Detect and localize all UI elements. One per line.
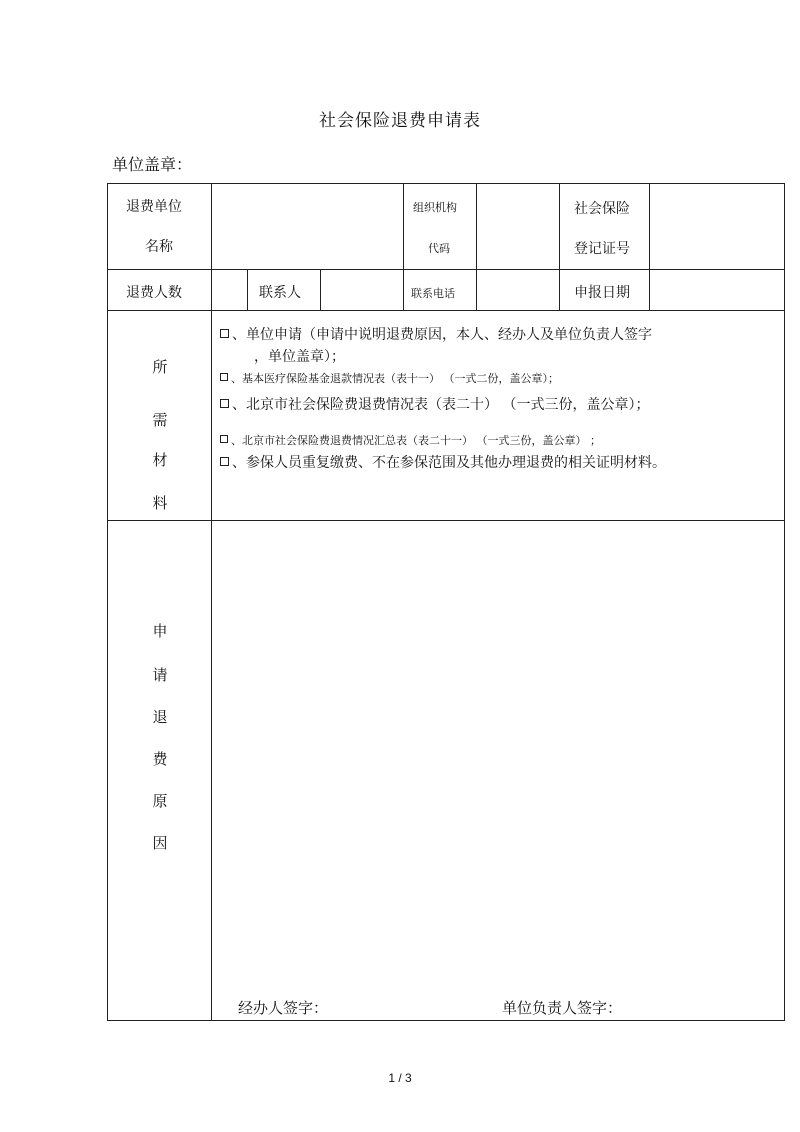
col-divider: [320, 269, 321, 310]
material-item: 、北京市社会保险费退费情况汇总表（表二十一） （一式三份，盖公章） ；: [220, 432, 601, 448]
org-code-label: 代码: [428, 242, 450, 255]
checkbox-icon[interactable]: [220, 435, 228, 443]
reason-label: 原: [152, 792, 168, 810]
material-item-continued: ，单位盖章）；: [254, 349, 345, 365]
material-item: 、单位申请（申请中说明退费原因，本人、经办人及单位负责人签字: [220, 324, 652, 344]
reason-label: 请: [152, 666, 168, 684]
material-item: 、北京市社会保险费退费情况表（表二十） （一式三份，盖公章）；: [220, 394, 649, 414]
materials-label: 需: [152, 411, 168, 429]
unit-name-label: 退费单位: [126, 199, 182, 215]
col-divider: [649, 184, 650, 310]
contact-label: 联系人: [259, 285, 301, 301]
row-divider: [108, 310, 784, 311]
phone-label: 联系电话: [411, 287, 455, 300]
reason-text-area[interactable]: [212, 521, 784, 981]
col-divider: [403, 184, 404, 310]
col-divider: [476, 184, 477, 310]
materials-label: 所: [152, 358, 168, 376]
materials-label: 材: [152, 451, 168, 469]
report-date-label: 申报日期: [574, 285, 630, 301]
material-item: 、基本医疗保险基金退款情况表（表十一） （一式二份，盖公章）；: [220, 370, 559, 386]
reason-label: 申: [152, 622, 168, 640]
refund-application-table: [107, 183, 785, 1021]
material-item: 、参保人员重复缴费、不在参保范围及其他办理退费的相关证明材料。: [220, 452, 666, 472]
form-title: 社会保险退费申请表: [319, 111, 481, 131]
org-code-label: 组织机构: [413, 201, 457, 214]
col-divider: [559, 184, 560, 310]
row-divider: [108, 269, 784, 270]
unit-name-value[interactable]: [212, 185, 402, 268]
reason-label: 退: [152, 708, 168, 726]
refund-count-label: 退费人数: [126, 285, 182, 301]
checkbox-icon[interactable]: [220, 399, 229, 408]
reg-no-label: 社会保险: [574, 201, 630, 217]
col-divider: [247, 269, 248, 310]
unit-head-signature-label: 单位负责人签字：: [502, 999, 623, 1017]
handler-signature-label: 经办人签字：: [238, 999, 329, 1017]
unit-name-label: 名称: [145, 239, 173, 255]
reg-no-label: 登记证号: [574, 241, 630, 257]
reason-label: 费: [152, 750, 168, 768]
unit-seal-label: 单位盖章：: [112, 155, 193, 174]
reason-label: 因: [152, 834, 168, 852]
checkbox-icon[interactable]: [220, 457, 229, 466]
checkbox-icon[interactable]: [220, 373, 228, 381]
page-number: 1 / 3: [388, 1071, 412, 1085]
checkbox-icon[interactable]: [220, 329, 229, 338]
materials-label: 料: [152, 494, 168, 512]
